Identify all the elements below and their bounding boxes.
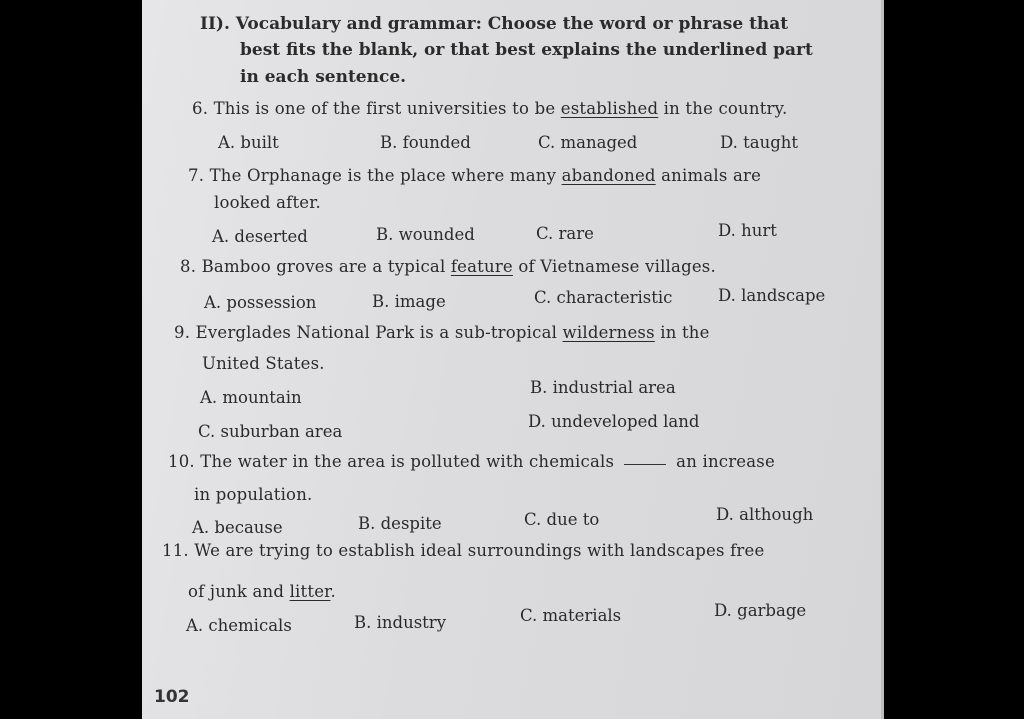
- question-9-text-before: 9. Everglades National Park is a sub-tropical: [174, 323, 563, 342]
- question-8-option-c: C. characteristic: [534, 288, 673, 307]
- question-6-text-before: 6. This is one of the first universities to be: [192, 99, 561, 118]
- question-10-stem-line-2: in population.: [194, 485, 313, 504]
- page-edge: [881, 0, 884, 719]
- question-10-option-b: B. despite: [358, 514, 442, 533]
- question-10-text-before: 10. The water in the area is polluted with chemicals: [168, 452, 615, 471]
- question-8-option-b: B. image: [372, 292, 446, 311]
- question-11-stem: 11. We are trying to establish ideal surroundings with landscapes free: [162, 541, 765, 560]
- section-heading-line-1: II). Vocabulary and grammar: Choose the word or phrase that: [200, 14, 789, 34]
- page-number: 102: [154, 687, 190, 707]
- question-10-option-a: A. because: [192, 518, 283, 537]
- question-11-text-before: of junk and: [188, 582, 290, 601]
- question-7-option-b: B. wounded: [376, 225, 475, 244]
- question-11-stem-line-2: [188, 582, 336, 601]
- question-8-option-a: A. possession: [204, 293, 317, 312]
- question-6-stem: [192, 99, 787, 118]
- question-11-option-a: A. chemicals: [186, 616, 292, 635]
- question-6-option-a: A. built: [218, 133, 279, 152]
- question-10-stem: [168, 452, 775, 471]
- question-9-option-c: C. suburban area: [198, 422, 343, 441]
- question-11-option-c: C. materials: [520, 606, 622, 625]
- question-10-option-d: D. although: [716, 505, 814, 524]
- question-9-option-b: B. industrial area: [530, 378, 676, 397]
- question-7-underlined-word: abandoned: [561, 166, 656, 185]
- question-11-underlined-word: litter: [289, 582, 331, 601]
- section-heading-line-2: best fits the blank, or that best explains the underlined part: [240, 40, 813, 60]
- question-7-option-d: D. hurt: [718, 221, 777, 240]
- question-9-underlined-word: wilderness: [562, 323, 655, 342]
- question-7-option-a: A. deserted: [212, 227, 308, 246]
- question-11-text-after: .: [330, 582, 336, 601]
- question-6-option-b: B. founded: [380, 133, 471, 152]
- question-9-stem-line-2: United States.: [202, 354, 325, 373]
- question-9-option-d: D. undeveloped land: [528, 412, 700, 431]
- question-6-option-c: C. managed: [538, 133, 638, 152]
- question-11-option-d: D. garbage: [714, 601, 807, 620]
- textbook-page: [142, 0, 884, 719]
- question-10-text-after: an increase: [676, 452, 775, 471]
- question-11-option-b: B. industry: [354, 613, 447, 632]
- question-9-text-after: in the: [654, 323, 710, 342]
- question-8-text-before: 8. Bamboo groves are a typical: [180, 257, 451, 276]
- question-9-stem: [174, 323, 710, 342]
- question-7-option-c: C. rare: [536, 224, 594, 243]
- question-7-text-before: 7. The Orphanage is the place where many: [188, 166, 562, 185]
- question-10-option-c: C. due to: [524, 510, 600, 529]
- question-8-text-after: of Vietnamese villages.: [512, 257, 716, 276]
- question-8-stem: [180, 257, 716, 276]
- question-6-text-after: in the country.: [658, 99, 788, 118]
- section-heading-line-3: in each sentence.: [240, 67, 407, 87]
- question-7-stem: [188, 166, 761, 185]
- question-6-option-d: D. taught: [720, 133, 799, 152]
- question-8-underlined-word: feature: [450, 257, 513, 276]
- question-7-text-after: animals are: [655, 166, 762, 185]
- question-7-stem-line-2: looked after.: [214, 193, 321, 212]
- question-10-blank: [624, 464, 666, 465]
- question-8-option-d: D. landscape: [718, 286, 826, 305]
- question-9-option-a: A. mountain: [200, 388, 302, 407]
- question-6-underlined-word: established: [560, 99, 659, 118]
